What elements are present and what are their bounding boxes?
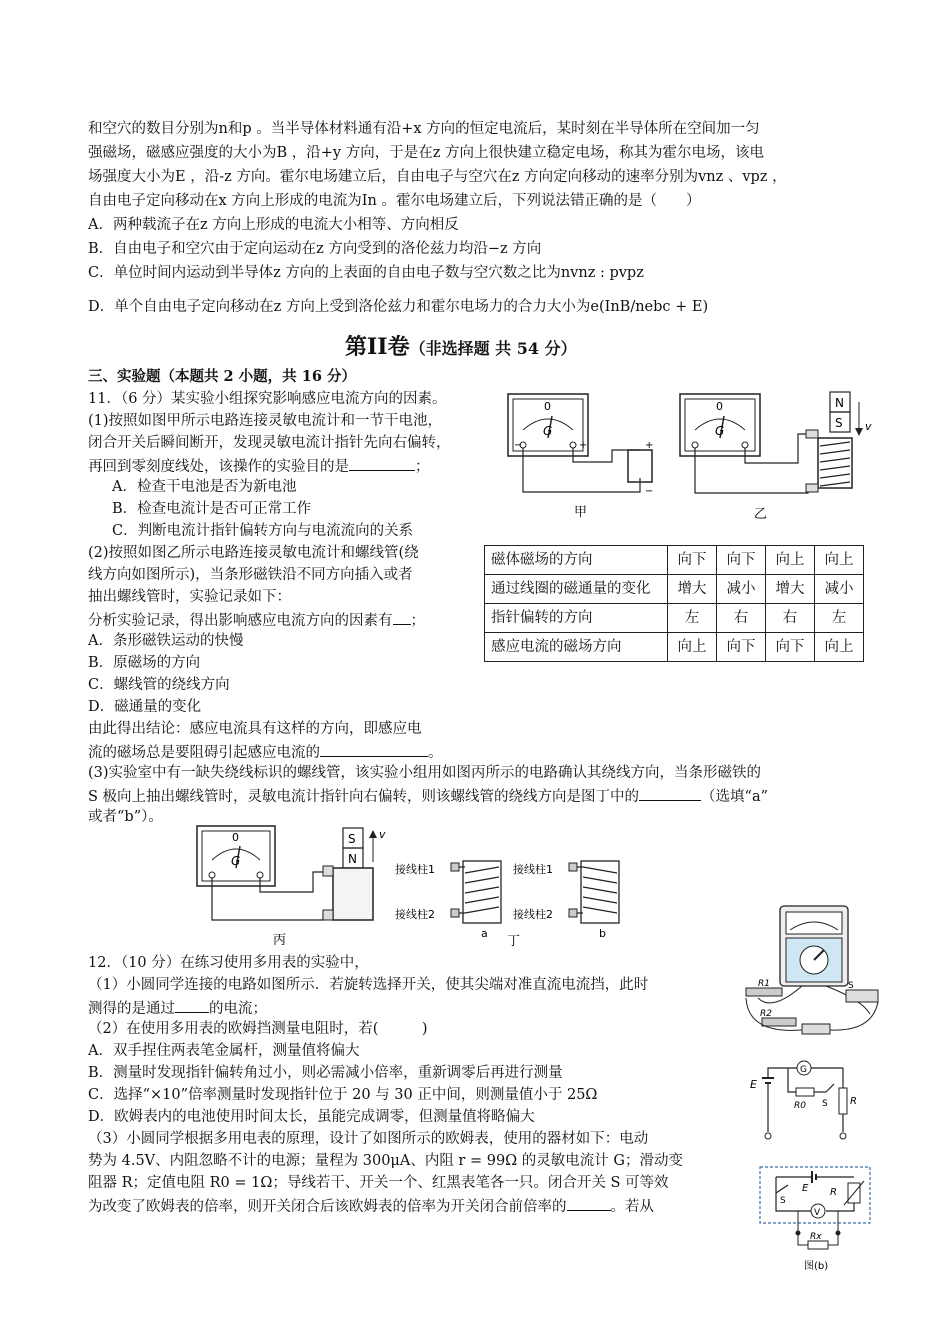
table-cell: 向下 — [717, 633, 766, 662]
table-row — [485, 604, 864, 633]
row-label: 感应电流的磁场方向 — [485, 633, 668, 662]
q11-p2-option-a: A．条形磁铁运动的快慢 — [88, 633, 244, 649]
figure-ohmmeter-schematic — [748, 1048, 878, 1158]
q10-line4: 自由电子定向移动在x 方向上形成的电流为In 。霍尔电场建立后，下列说法错正确的是（ ） — [88, 193, 701, 209]
answer-blank-1[interactable] — [349, 454, 415, 471]
table-cell: 向上 — [815, 633, 864, 662]
q11-p2e: 由此得出结论：感应电流具有这样的方向，即感应电 — [88, 721, 422, 737]
q11-p2b: 线方向如图所示)，当条形磁铁沿不同方向插入或者 — [88, 567, 413, 583]
section-title-sub: （非选择题 共 54 分） — [409, 339, 577, 358]
q11-p2c: 抽出螺线管时，实验记录如下： — [88, 589, 291, 605]
table-cell: 减小 — [815, 575, 864, 604]
q12-p2-option-a: A．双手捏住两表笔金属杆，测量值将偏大 — [88, 1043, 360, 1059]
meter-zero-label: 0 — [544, 400, 551, 413]
table-row — [485, 546, 864, 575]
terminal-1-label: 接线柱1 — [513, 863, 553, 876]
r1-label: R1 — [758, 979, 770, 989]
figure-yi — [678, 388, 878, 523]
figure-multimeter-circuit — [742, 902, 892, 1042]
q10-option-c: C．单位时间内运动到半导体z 方向的上表面的自由电子数与空穴数之比为nvnz : pvpz — [88, 265, 644, 281]
answer-blank-2[interactable] — [393, 608, 411, 625]
q12-p2: （2）在使用多用表的欧姆挡测量电阻时，若( ) — [88, 1021, 428, 1037]
table-cell: 向上 — [766, 546, 815, 575]
figure-b — [758, 1165, 888, 1280]
switch-s-label: S — [780, 1196, 786, 1206]
q11-p2d-text: 分析实验记录，得出影响感应电流方向的因素有 — [88, 613, 393, 629]
q11-p3c: 或者“b”）。 — [88, 809, 163, 825]
magnet-s-label: S — [835, 416, 843, 430]
section3-heading: 三、实验题（本题共 2 小题，共 16 分） — [88, 368, 356, 385]
figure-b-label: 图(b) — [804, 1261, 829, 1272]
coil-b-label: b — [599, 927, 606, 940]
r0-label: R0 — [794, 1101, 806, 1111]
table-cell: 向上 — [668, 633, 717, 662]
meter-g-label: G — [715, 424, 725, 438]
terminal-2-label: 接线柱2 — [395, 908, 435, 921]
q10-option-d: D．单个自由电子定向移动在z 方向上受到洛伦兹力和霍尔电场力的合力大小为e(InB/nebc + E) — [88, 299, 709, 315]
q11-p1c-end: ； — [415, 459, 430, 475]
emf-e-label: E — [802, 1183, 809, 1194]
q11-p2a: (2)按照如图乙所示电路连接灵敏电流计和螺线管(绕 — [88, 545, 419, 561]
rheostat-r-label: R — [850, 1096, 857, 1107]
q11-intro: 11．（6 分）某实验小组探究影响感应电流方向的因素。 — [88, 391, 447, 407]
table-cell: 向下 — [766, 633, 815, 662]
answer-blank-4[interactable] — [639, 784, 701, 801]
q12-p2-option-c: C．选择“×10”倍率测量时发现指针位于 20 与 30 正中间，则测量值小于 25Ω — [88, 1087, 598, 1103]
magnet-n-label: N — [835, 396, 844, 410]
answer-blank-6[interactable] — [567, 1194, 611, 1211]
table-row — [485, 633, 864, 662]
q12-intro: 12．（10 分）在练习使用多用表的实验中， — [88, 955, 369, 971]
record-table — [484, 545, 864, 662]
q11-p1b: 闭合开关后瞬间断开，发现灵敏电流计指针先向右偏转， — [88, 435, 451, 451]
figure-ding-label: 丁 — [507, 934, 521, 949]
row-label: 磁体磁场的方向 — [485, 546, 668, 575]
coil-a-label: a — [481, 927, 488, 940]
switch-s-label: S — [822, 1099, 828, 1109]
table-row — [485, 575, 864, 604]
table-cell: 向上 — [815, 546, 864, 575]
q11-p2f-text: 流的磁场总是要阻碍引起感应电流的 — [88, 745, 320, 761]
figure-jia — [500, 390, 670, 520]
q11-p2f — [88, 740, 443, 764]
q10-option-b: B．自由电子和空穴由于定向运动在z 方向受到的洛伦兹力均沿−z 方向 — [88, 241, 542, 257]
table-cell: 右 — [717, 604, 766, 633]
q12-p1b-text: 测得的是通过 — [88, 1001, 175, 1017]
terminal-2-label: 接线柱2 — [513, 908, 553, 921]
q10-line2: 强磁场，磁感应强度的大小为B ，沿+y 方向，于是在z 方向上很快建立稳定电场，称其为霍尔电场，该电 — [88, 145, 764, 161]
q10-line1: 和空穴的数目分别为n和p 。当半导体材料通有沿+x 方向的恒定电流后，某时刻在半导体所在空间加一匀 — [88, 121, 760, 137]
q11-p1a: (1)按照如图甲所示电路连接灵敏电流计和一节干电池， — [88, 413, 443, 429]
q11-p2-option-c: C．螺线管的绕线方向 — [88, 677, 230, 693]
row-label: 通过线圈的磁通量的变化 — [485, 575, 668, 604]
q11-p3b-end: （选填“a” — [701, 789, 769, 805]
q11-p1-option-b: B．检查电流计是否可正常工作 — [112, 501, 312, 517]
svg-text:+: + — [579, 440, 588, 451]
q12-p3a: （3）小圆同学根据多用电表的原理，设计了如图所示的欧姆表，使用的器材如下：电动 — [88, 1131, 649, 1147]
table-cell: 增大 — [668, 575, 717, 604]
q12-p2-option-b: B．测量时发现指针偏转角过小，则必需减小倍率，重新调零后再进行测量 — [88, 1065, 563, 1081]
meter-g-label: G — [231, 854, 241, 868]
emf-e-label: E — [750, 1078, 757, 1091]
q12-p3b: 势为 4.5V、内阻忽略不计的电源；量程为 300μA、内阻 r = 99Ω 的灵敏电流计 G；滑动变 — [88, 1153, 683, 1169]
section-title-main: 第II卷 — [345, 334, 410, 360]
terminal-1-label: 接线柱1 — [395, 863, 435, 876]
answer-blank-5[interactable] — [175, 996, 209, 1013]
switch-s-label: S — [848, 981, 854, 991]
q11-p1-option-c: C．判断电流计指针偏转方向与电流流向的关系 — [112, 523, 414, 539]
q11-p2-option-d: D．磁通量的变化 — [88, 699, 202, 715]
table-cell: 增大 — [766, 575, 815, 604]
svg-text:+: + — [645, 440, 654, 451]
table-cell: 减小 — [717, 575, 766, 604]
figure-yi-label: 乙 — [754, 507, 768, 522]
row-label: 指针偏转的方向 — [485, 604, 668, 633]
table-cell: 向下 — [668, 546, 717, 575]
q11-p1-option-a: A．检查干电池是否为新电池 — [112, 479, 297, 495]
figure-bing — [195, 822, 395, 950]
table-cell: 向下 — [717, 546, 766, 575]
q12-p3c: 阻器 R；定值电阻 R0 = 1Ω；导线若干、开关一个、红黑表笔各一只。闭合开关 S 可等效 — [88, 1175, 669, 1191]
table-cell: 右 — [766, 604, 815, 633]
svg-text:−: − — [514, 440, 523, 451]
q12-p3d — [88, 1194, 654, 1218]
q11-p2d — [88, 608, 425, 632]
q11-p2d-end: ； — [410, 613, 425, 629]
rheostat-r-label: R — [830, 1187, 837, 1198]
magnet-n-label: N — [348, 852, 357, 866]
q12-p1b — [88, 996, 267, 1020]
q11-p1c-text: 再回到零刻度线处，该操作的实验目的是 — [88, 459, 349, 475]
q11-p2-option-b: B．原磁场的方向 — [88, 655, 201, 671]
q11-p2f-end: 。 — [428, 745, 443, 761]
q12-p3d-text: 为改变了欧姆表的倍率，则开关闭合后该欧姆表的倍率为开关闭合前倍率的 — [88, 1199, 567, 1215]
q11-p3b-text: S 极向上抽出螺线管时，灵敏电流计指针向右偏转，则该螺线管的绕线方向是图丁中的 — [88, 789, 640, 805]
q11-p3a: (3)实验室中有一缺失绕线标识的螺线管，该实验小组用如图丙所示的电路确认其绕线方向，当条形磁铁的 — [88, 765, 762, 781]
meter-g-label: G — [543, 424, 553, 438]
velocity-label: v — [865, 420, 872, 433]
meter-zero-label: 0 — [716, 400, 723, 413]
figure-bing-label: 丙 — [273, 933, 287, 948]
voltmeter-v-label: V — [814, 1208, 821, 1218]
table-cell: 左 — [668, 604, 717, 633]
q10-option-a: A．两种载流子在z 方向上形成的电流大小相等、方向相反 — [88, 217, 459, 233]
q11-p1c — [88, 454, 430, 478]
q11-p3b — [88, 784, 768, 808]
section-title — [345, 336, 577, 360]
q12-p3d-end: 。若从 — [610, 1199, 654, 1215]
meter-zero-label: 0 — [232, 831, 239, 844]
q12-p1a: （1）小圆同学连接的电路如图所示．若旋转选择开关，使其尖端对准直流电流挡，此时 — [88, 977, 649, 993]
magnet-s-label: S — [348, 832, 356, 846]
r2-label: R2 — [760, 1009, 772, 1019]
figure-ding — [395, 855, 630, 950]
q12-p1b-end: 的电流； — [209, 1001, 267, 1017]
svg-text:−: − — [645, 486, 654, 497]
figure-jia-label: 甲 — [574, 505, 588, 520]
rx-label: Rx — [810, 1232, 822, 1242]
table-cell: 左 — [815, 604, 864, 633]
q12-p2-option-d: D．欧姆表内的电池使用时间太长，虽能完成调零，但测量值将略偏大 — [88, 1109, 535, 1125]
galvanometer-g-label: G — [800, 1065, 807, 1075]
q10-line3: 场强度大小为E ，沿-z 方向。霍尔电场建立后，自由电子与空穴在z 方向定向移动的速率分别为vnz 、vpz ， — [88, 169, 787, 185]
answer-blank-3[interactable] — [320, 740, 428, 757]
velocity-label: v — [379, 828, 386, 841]
